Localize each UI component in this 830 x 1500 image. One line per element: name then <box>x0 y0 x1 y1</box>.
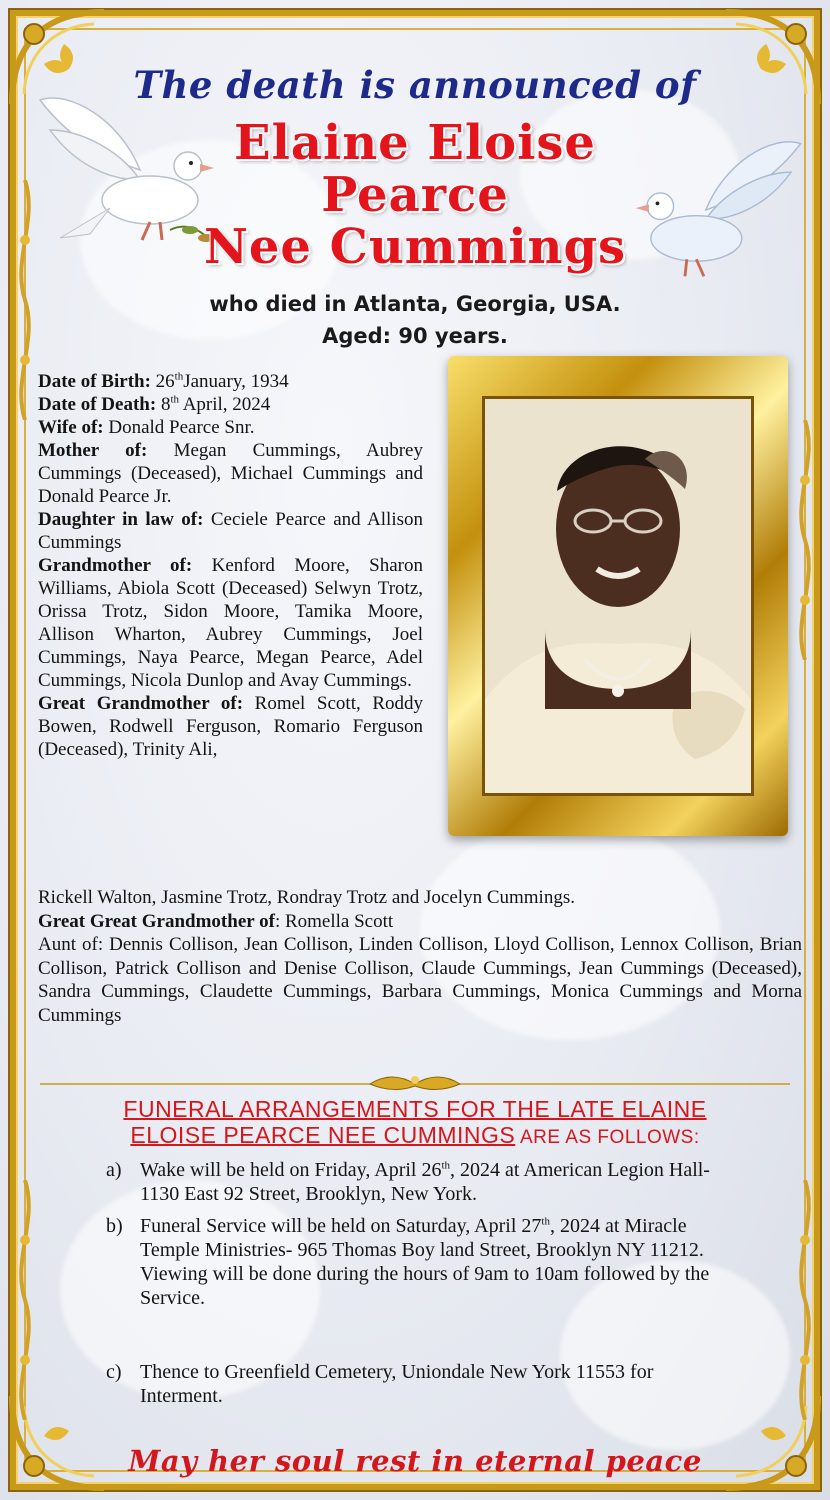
funeral-title-suffix: ARE AS FOLLOWS: <box>515 1127 700 1148</box>
mother-value: Megan Cummings, Aubrey Cummings (Deceased), Michael Cummings and Donald Pearce Jr. <box>38 440 423 507</box>
family-details <box>38 370 423 761</box>
arrangement-marker: c) <box>106 1361 122 1383</box>
grandmother-value: Kenford Moore, Sharon Williams, Abiola Scott (Deceased) Selwyn Trotz, Orissa Trotz, Sidon Moore, Tamika Moore, Allison Wharton, Aubrey Cummings, Joel Cummings, Naya Pearce, Megan Pearce, Adel Cummings, Nicola Dunlop and Avay Cummings. <box>38 555 424 691</box>
great-grandmother-of <box>38 692 423 761</box>
family-details-continued <box>38 886 802 1027</box>
arrangement-item <box>106 1214 746 1344</box>
arrangement-text: Thence to Greenfield Cemetery, Uniondale New York 11553 for Interment. <box>140 1361 654 1407</box>
portrait-illustration <box>485 399 751 793</box>
wake-text-rest: , 2024 at American Legion Hall- 1130 East 92 Street, Brooklyn, New York. <box>140 1159 710 1205</box>
arrangement-marker: a) <box>106 1159 122 1181</box>
daughter-in-law-of <box>38 508 423 554</box>
dod-sup: th <box>170 393 179 406</box>
date-of-death <box>38 393 423 416</box>
great-grandmother-label: Great Grandmother of: <box>38 693 244 714</box>
arrangement-text <box>140 1214 740 1310</box>
ornamental-divider-icon <box>40 1074 790 1094</box>
great-great-grandmother-of <box>38 910 802 934</box>
portrait-frame <box>448 356 788 836</box>
dob-sup: th <box>174 370 184 383</box>
service-text: Funeral Service will be held on Saturday, April 27 <box>140 1215 542 1237</box>
grandmother-label: Grandmother of: <box>38 555 193 576</box>
funeral-title-line-2 <box>0 1122 830 1151</box>
aunt-of: Aunt of: Dennis Collison, Jean Collison, Linden Collison, Lloyd Collison, Lennox Collison, Brian Collison, Patrick Collison and Denise Collison, Claude Cummings, Jean Cummings (Deceased), Sandra Cummings, Claudette Cummings, Barbara Cummings, Monica Cummings and Morna Cummings <box>38 934 802 1026</box>
great-grandmother-value: Romel Scott, Roddy Bowen, Rodwell Ferguson, Romario Ferguson (Deceased), Trinity Ali, <box>38 693 423 760</box>
wife-value: Donald Pearce Snr. <box>108 417 255 438</box>
service-sup: th <box>541 1215 550 1228</box>
date-of-birth <box>38 370 423 393</box>
wake-text: Wake will be held on Friday, April 26 <box>140 1159 442 1181</box>
portrait-photo <box>482 396 754 796</box>
dod-rest: April, 2024 <box>182 394 271 415</box>
dod-label: Date of Death: <box>38 394 157 415</box>
died-in-text: who died in Atlanta, Georgia, USA. <box>209 292 621 316</box>
arrangement-marker: b) <box>106 1215 123 1237</box>
grandmother-of <box>38 554 423 692</box>
viewing-text: Viewing will be done during the hours of 9am to 10am followed by the Service. <box>140 1263 710 1309</box>
dil-value: Ceciele Pearce and Allison Cummings <box>38 509 423 553</box>
ggg-value: : Romella Scott <box>274 910 394 932</box>
great-grandmother-continued: Rickell Walton, Jasmine Trotz, Rondray Trotz and Jocelyn Cummings. <box>38 887 575 908</box>
arrangement-text <box>140 1158 740 1206</box>
side-flourish-icon <box>788 1180 822 1420</box>
funeral-title-name: ELOISE PEARCE NEE CUMMINGS <box>130 1122 516 1148</box>
wake-sup: th <box>441 1159 451 1172</box>
arrangement-item <box>106 1360 746 1410</box>
mother-of <box>38 439 423 508</box>
wife-label: Wife of: <box>38 417 104 438</box>
funeral-title-line-1: FUNERAL ARRANGEMENTS FOR THE LATE ELAINE <box>123 1096 707 1122</box>
dob-day: 26 <box>155 371 175 392</box>
deceased-name-line-2: Pearce <box>321 167 509 223</box>
dob-label: Date of Birth: <box>38 371 151 392</box>
dob-rest: January, 1934 <box>183 371 289 392</box>
ggg-label: Great Great Grandmother of <box>38 910 275 932</box>
wife-of <box>38 416 423 439</box>
service-text-rest: , 2024 at Miracle Temple Ministries- 965 Thomas Boy land Street, Brooklyn NY 11212. <box>140 1215 704 1261</box>
deceased-name-line-1: Elaine Eloise <box>234 115 596 171</box>
arrangement-item <box>106 1158 746 1208</box>
deceased-name-line-3: Nee Cummings <box>203 219 627 275</box>
dil-label: Daughter in law of: <box>38 509 204 530</box>
side-flourish-icon <box>8 1180 42 1420</box>
announcement-heading: The death is announced of <box>133 63 697 107</box>
age-text: Aged: 90 years. <box>322 324 508 348</box>
side-flourish-icon <box>788 420 822 660</box>
funeral-arrangements-title <box>0 1096 830 1151</box>
dod-day: 8 <box>160 394 171 415</box>
mother-label: Mother of: <box>38 440 148 461</box>
closing-message: May her soul rest in eternal peace <box>128 1444 702 1478</box>
